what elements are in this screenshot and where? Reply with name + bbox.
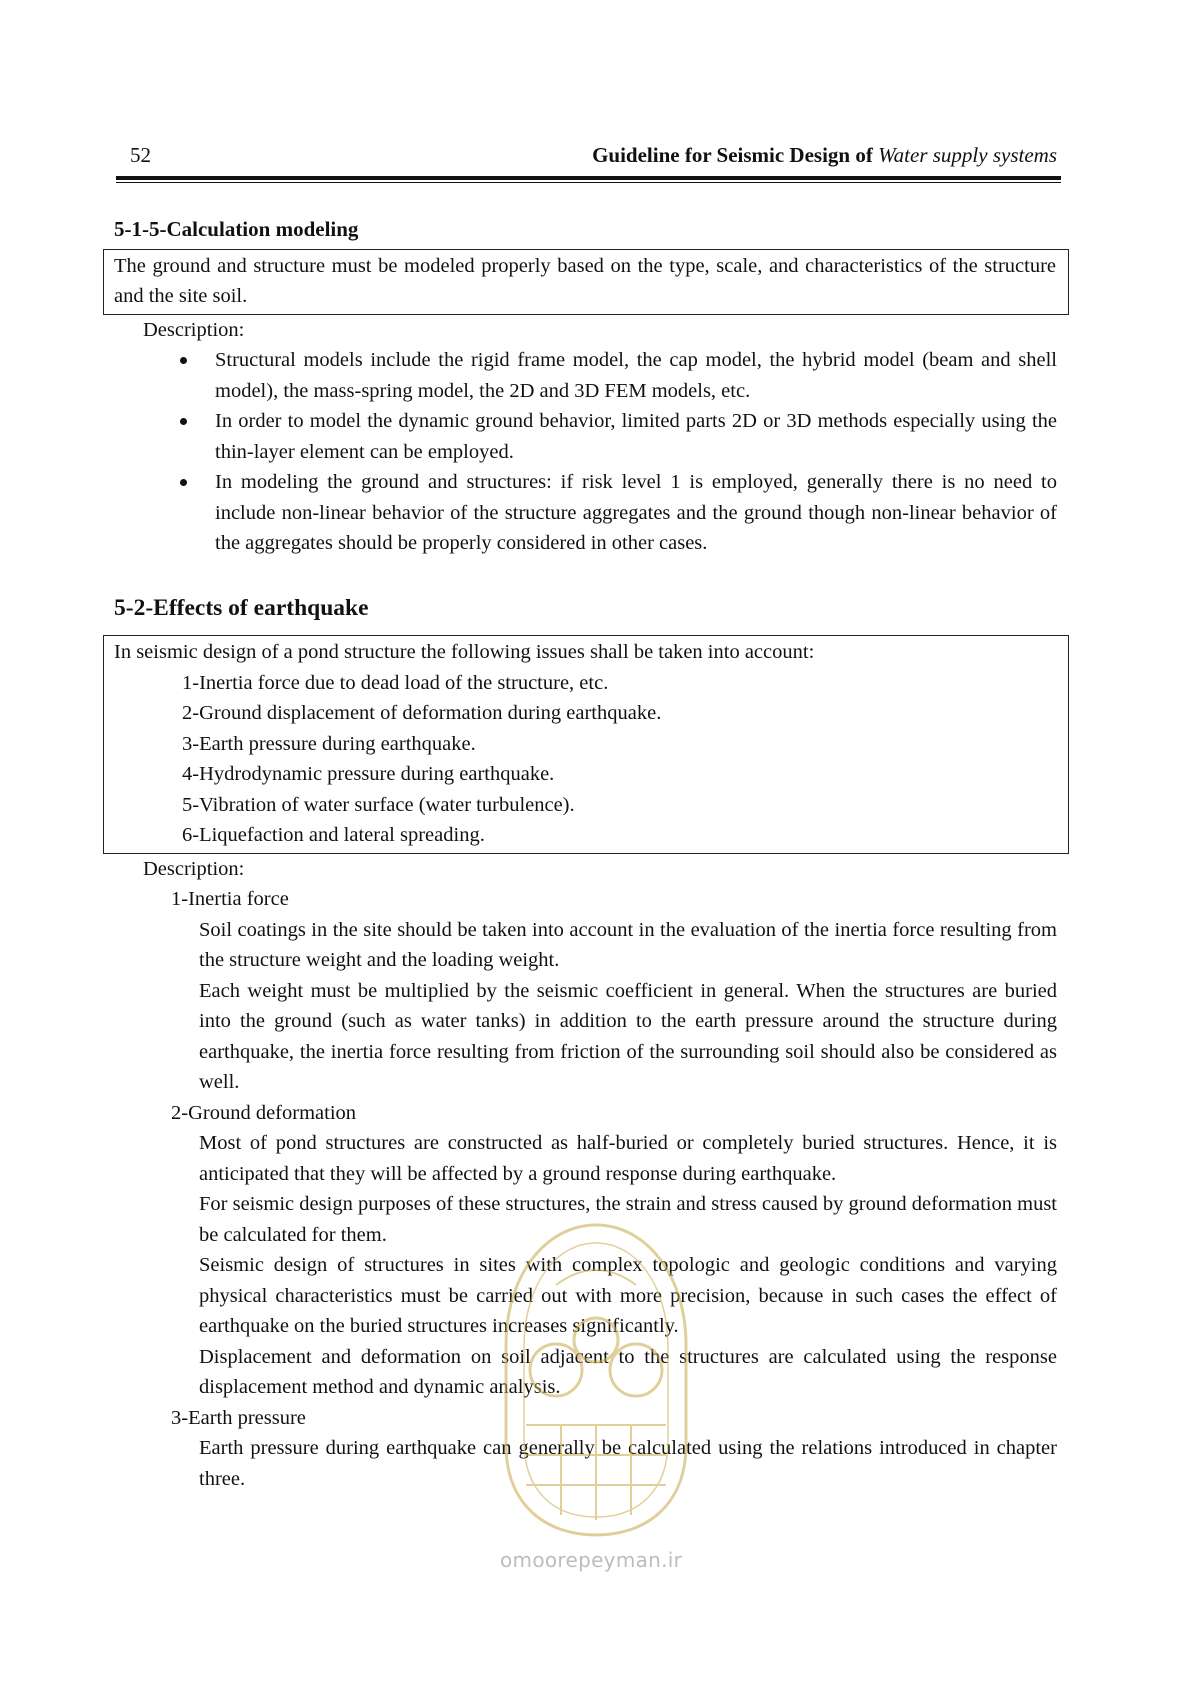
section-heading-calculation-modeling: 5-1-5-Calculation modeling — [114, 217, 359, 241]
running-title — [592, 143, 1057, 168]
running-title-italic: Water supply systems — [878, 143, 1057, 167]
header-rule-thick — [116, 176, 1061, 180]
requirement-item: 1-Inertia force due to dead load of the structure, etc. — [182, 671, 609, 694]
paragraph: Soil coatings in the site should be taken into account in the evaluation of the inertia force resulting from the structure weight and the loading weight. — [199, 918, 1057, 971]
requirement-text: The ground and structure must be modeled properly based on the type, scale, and characteristics of the structure and the site soil. — [114, 254, 1056, 307]
requirement-item: 6-Liquefaction and lateral spreading. — [182, 824, 485, 846]
paragraph: For seismic design purposes of these structures, the strain and stress caused by ground deformation must be calculated for them. — [199, 1193, 1057, 1246]
section-heading-effects-of-earthquake: 5-2-Effects of earthquake — [114, 594, 369, 621]
page-number: 52 — [130, 143, 151, 167]
watermark-text: omoorepeyman.ir — [500, 1548, 683, 1572]
item-title-inertia-force: 1-Inertia force — [171, 888, 289, 910]
requirement-list — [114, 668, 1056, 851]
requirement-item: 5-Vibration of water surface (water turbulence). — [182, 793, 575, 816]
requirement-box-calculation-modeling — [103, 249, 1069, 315]
requirement-item: 2-Ground displacement of deformation during earthquake. — [182, 702, 662, 724]
requirement-item: 3-Earth pressure during earthquake. — [182, 732, 476, 755]
requirement-intro: In seismic design of a pond structure the following issues shall be taken into account: — [114, 641, 815, 663]
item-title-ground-deformation: 2-Ground deformation — [171, 1101, 357, 1124]
header-rule-thin — [116, 182, 1061, 183]
bullet-list — [103, 345, 1069, 559]
paragraph: Most of pond structures are constructed as half-buried or completely buried structures. Hence, it is anticipated that they will be affected by a ground response during earthquake. — [199, 1132, 1057, 1185]
requirement-item: 4-Hydrodynamic pressure during earthquake. — [182, 763, 555, 785]
item-title-earth-pressure: 3-Earth pressure — [171, 1406, 306, 1429]
description-label: Description: — [143, 857, 245, 880]
paragraph: Each weight must be multiplied by the seismic coefficient in general. When the structures are buried into the ground (such as water tanks) in addition to the earth pressure around the structure during earthquake, the inertia force resulting from friction of the surrounding soil should also be considered as well. — [199, 979, 1057, 1093]
bullet-item: In modeling the ground and structures: if risk level 1 is employed, generally there is no need to include non-linear behavior of the structure aggregates and the ground though non-linear behavior of the aggregates should be properly considered in other cases. — [215, 467, 1057, 559]
paragraph: Earth pressure during earthquake can generally be calculated using the relations introduced in chapter three. — [199, 1437, 1057, 1490]
bullet-item: In order to model the dynamic ground behavior, limited parts 2D or 3D methods especially using the thin-layer element can be employed. — [215, 406, 1057, 467]
watermark-logo — [486, 1215, 706, 1545]
paragraph: Displacement and deformation on soil adjacent to the structures are calculated using the response displacement method and dynamic analysis. — [199, 1345, 1057, 1398]
requirement-box-effects — [103, 635, 1069, 854]
bullet-item: Structural models include the rigid frame model, the cap model, the hybrid model (beam and shell model), the mass-spring model, the 2D and 3D FEM models, etc. — [215, 345, 1057, 406]
running-title-bold: Guideline for Seismic Design of — [592, 143, 873, 167]
description-label: Description: — [143, 318, 245, 341]
paragraph: Seismic design of structures in sites with complex topologic and geologic conditions and varying physical characteristics must be carried out with more precision, because in such cases the effect of earthquake on the buried structures increases significantly. — [199, 1254, 1057, 1337]
page-header — [116, 140, 1061, 180]
